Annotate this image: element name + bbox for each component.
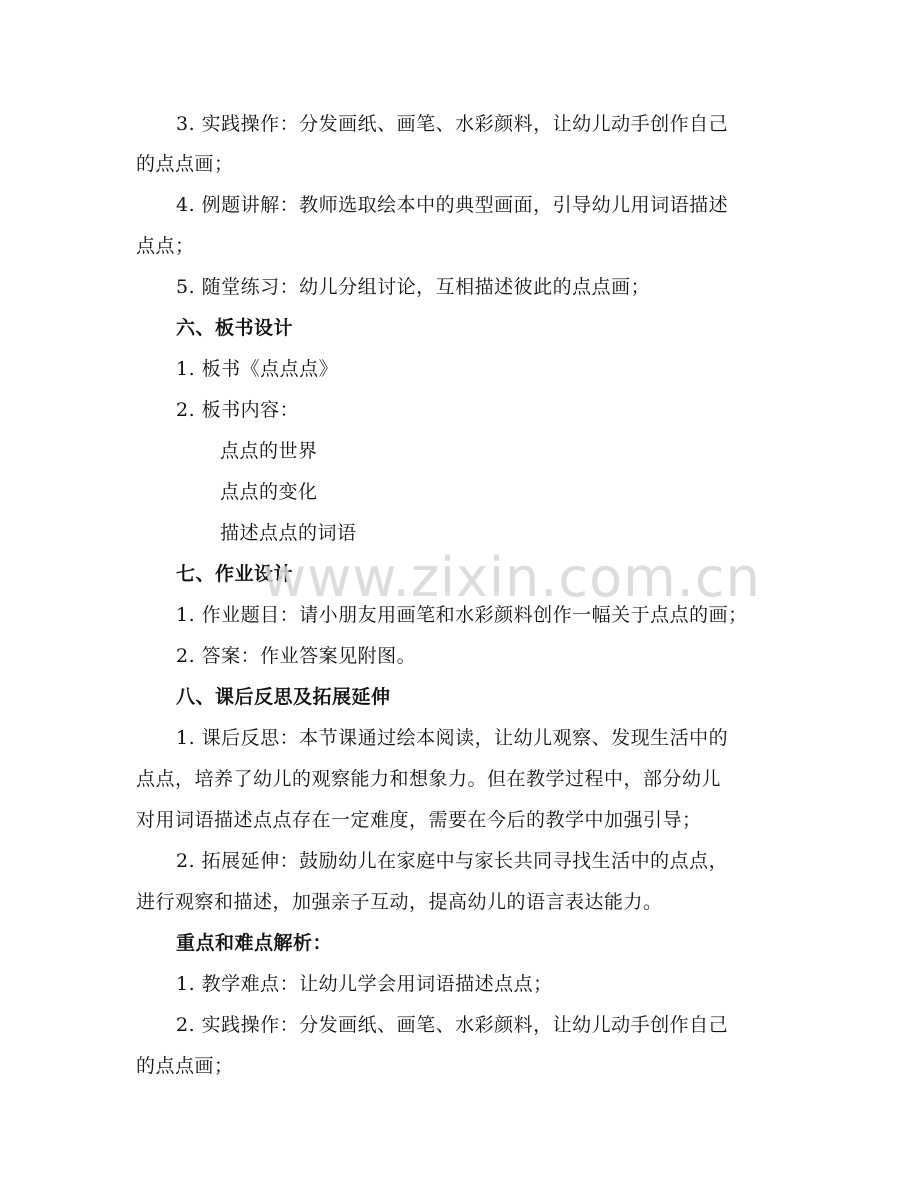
text-line: 1. 板书《点点点》 bbox=[176, 358, 339, 380]
text-line: 点点； bbox=[136, 235, 195, 257]
text-line: 1. 教学难点：让幼儿学会用词语描述点点； bbox=[176, 973, 553, 995]
text-line: 5. 随堂练习：幼儿分组讨论，互相描述彼此的点点画； bbox=[176, 276, 651, 298]
board-item: 点点的世界 bbox=[220, 440, 318, 462]
text-line: 进行观察和描述，加强亲子互动，提高幼儿的语言表达能力。 bbox=[136, 891, 663, 913]
text-line: 2. 答案：作业答案见附图。 bbox=[176, 645, 417, 667]
text-line: 点点，培养了幼儿的观察能力和想象力。但在教学过程中，部分幼儿 bbox=[136, 768, 722, 790]
text-line: 4. 例题讲解：教师选取绘本中的典型画面，引导幼儿用词语描述 bbox=[176, 194, 729, 216]
text-line: 2. 板书内容： bbox=[176, 399, 300, 421]
text-line: 2. 实践操作：分发画纸、画笔、水彩颜料，让幼儿动手创作自己 bbox=[176, 1014, 729, 1036]
text-line: 的点点画； bbox=[136, 1055, 234, 1077]
text-line: 的点点画； bbox=[136, 153, 234, 175]
section-heading: 重点和难点解析： bbox=[176, 932, 333, 954]
section-heading: 八、课后反思及拓展延伸 bbox=[176, 686, 391, 708]
text-line: 2. 拓展延伸：鼓励幼儿在家庭中与家长共同寻找生活中的点点， bbox=[176, 850, 729, 872]
section-heading: 六、板书设计 bbox=[176, 317, 294, 339]
text-line: 1. 作业题目：请小朋友用画笔和水彩颜料创作一幅关于点点的画； bbox=[176, 604, 748, 626]
section-heading: 七、作业设计 bbox=[176, 563, 294, 585]
board-item: 点点的变化 bbox=[220, 481, 318, 503]
board-item: 描述点点的词语 bbox=[220, 522, 357, 544]
text-line: 3. 实践操作：分发画纸、画笔、水彩颜料，让幼儿动手创作自己 bbox=[176, 113, 729, 135]
watermark: www.zixin.com.cn bbox=[262, 546, 761, 609]
text-line: 1. 课后反思：本节课通过绘本阅读，让幼儿观察、发现生活中的 bbox=[176, 727, 729, 749]
text-line: 对用词语描述点点存在一定难度，需要在今后的教学中加强引导； bbox=[136, 809, 702, 831]
